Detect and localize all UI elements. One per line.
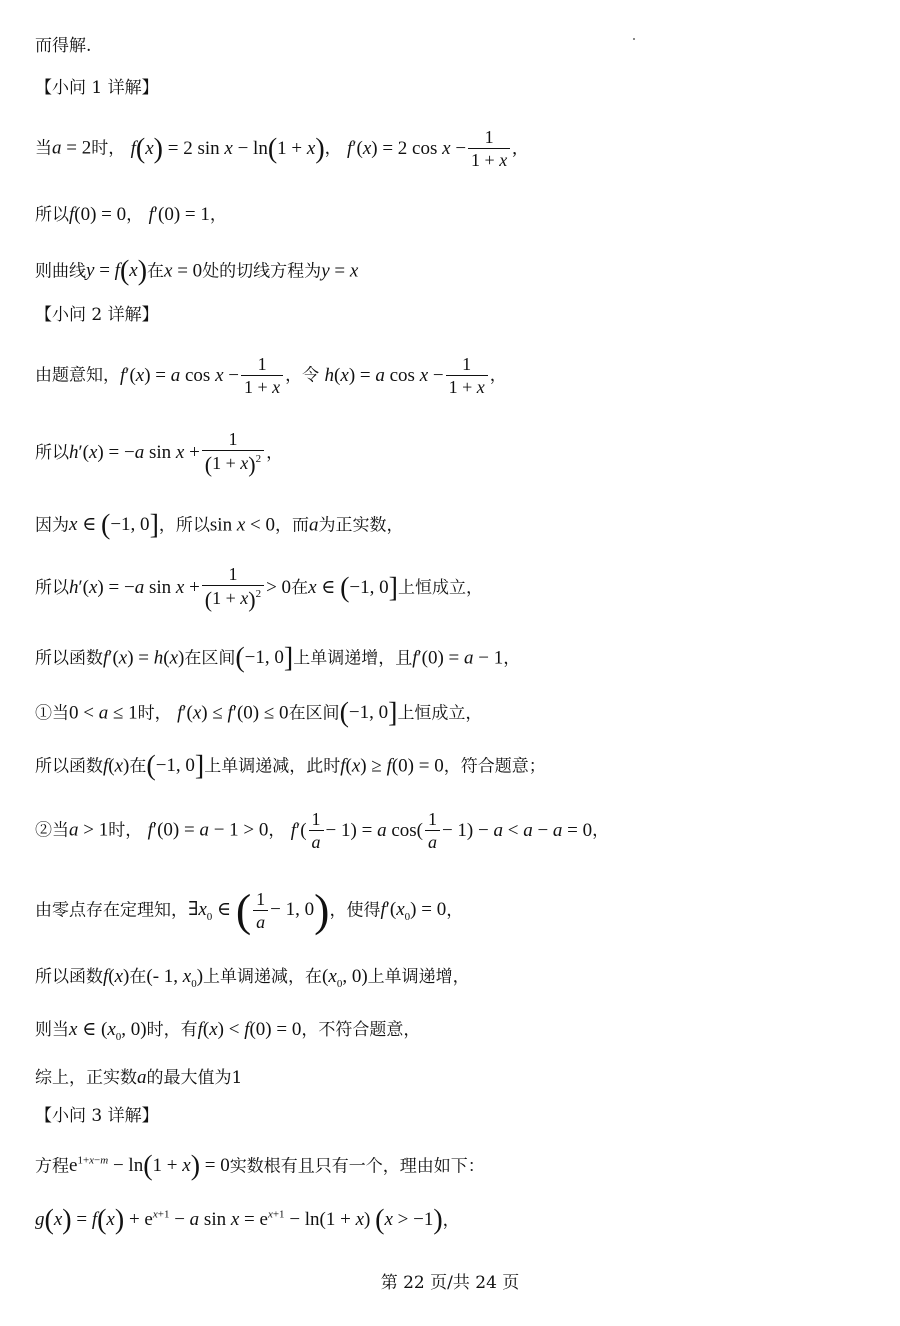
text-segment: ②当 — [35, 820, 69, 841]
text-segment: 所以函数 — [35, 756, 103, 777]
text-segment: ，令 — [285, 365, 320, 386]
formula: ($x_0$, 0) — [322, 966, 368, 990]
text-segment: ， — [503, 648, 521, 669]
text-segment: 的最大值为1 — [146, 1068, 243, 1088]
text-segment: ，符合题意； — [443, 756, 546, 777]
text-segment: ，所以 — [158, 515, 210, 536]
text-line-17 — [35, 1020, 420, 1043]
section-heading-3: 【小问 3 详解】 — [35, 1106, 159, 1126]
text-segment: ， — [266, 442, 284, 463]
text-segment: ， — [489, 365, 507, 386]
formula: y = f(x) — [86, 256, 148, 287]
text-line-1: 而得解. — [35, 36, 92, 56]
text-segment: ，使得 — [329, 900, 381, 921]
formula: h′(x) = −a sin x + $\frac{1}{(1 + x)^2}$ — [69, 442, 266, 463]
text-segment: 方程 — [35, 1156, 69, 1177]
formula: (−1, 0] — [146, 751, 205, 782]
text-line-7 — [35, 355, 507, 398]
formula: f′(0) = a − 1 > 0 — [147, 819, 269, 841]
formula: a — [137, 1067, 147, 1088]
section-heading-1: 【小问 1 详解】 — [35, 78, 159, 98]
text-segment: 时， — [108, 820, 143, 841]
text-segment: ，不符合题意， — [301, 1020, 421, 1040]
text-segment: ， — [442, 1210, 460, 1231]
formula: f′(x) = a cos x − $\frac{1}{1 + x}$ — [120, 365, 285, 386]
text-line-10 — [35, 565, 483, 612]
text-segment: 所以 — [35, 442, 69, 463]
text-segment: ，而 — [274, 515, 309, 536]
text-segment: 上单调递增， — [367, 967, 470, 987]
text-segment: 在 — [129, 756, 147, 777]
formula: f′(0) = 1 — [148, 204, 210, 225]
text-line-3 — [35, 128, 517, 171]
text-segment: 为正实数， — [318, 515, 404, 536]
formula: (−1, 0] — [235, 643, 294, 674]
text-segment: 上单调递减，在 — [203, 967, 323, 987]
formula: x ∈ (−1, 0] — [69, 510, 159, 541]
text-segment: 由题意知， — [35, 365, 120, 386]
text-segment: 时， — [91, 138, 126, 159]
formula: a = 2 — [52, 137, 92, 159]
text-segment: 则曲线 — [35, 261, 86, 282]
formula: a — [308, 514, 319, 536]
text-segment: 在 — [129, 967, 147, 987]
formula: f′(x) = h(x) — [103, 647, 185, 669]
text-line-16 — [35, 967, 470, 990]
formula: $g(x) = f(x) + e^{x+1} - a$ $\sin x = e^{x+1} - \ln(1 + x) (x > -1)$ — [35, 1205, 443, 1236]
text-segment: 上恒成立， — [397, 703, 483, 724]
text-line-20 — [35, 1153, 485, 1181]
text-segment: 上单调递减，此时 — [204, 756, 341, 777]
text-line-5 — [35, 258, 358, 286]
text-line-14 — [35, 810, 609, 853]
formula: (- 1, $x_0$) — [146, 966, 204, 990]
stray-dot — [633, 38, 635, 40]
text-line-9 — [35, 512, 403, 540]
formula: x ∈ ($x_0$, 0) — [69, 1019, 147, 1043]
formula: a > 1 — [69, 819, 109, 841]
text-segment: ， — [268, 820, 286, 841]
formula: f(x) = 2 sin x − ln(1 + x) — [130, 133, 325, 165]
formula: f′(x) = 2 cos x − $\frac{1}{1 + x}$ , — [347, 127, 517, 170]
text-line-11 — [35, 645, 520, 673]
formula: h′(x) = −a sin x + $\frac{1}{(1 + x)^2}$ > 0 — [69, 564, 292, 612]
text-segment: 上恒成立， — [397, 577, 483, 598]
text-segment: 在 — [291, 577, 309, 598]
text-segment: 时，有 — [146, 1020, 198, 1040]
formula: f′(x) ≤ f′(0) ≤ 0 — [177, 702, 289, 724]
formula: h(x) = a cos x − $\frac{1}{1 + x}$ — [325, 365, 490, 386]
text-line-4 — [35, 205, 227, 224]
formula: f(0) = 0 — [69, 204, 127, 225]
text-segment: 处的切线方程为 — [202, 261, 322, 282]
section-heading-2: 【小问 2 详解】 — [35, 305, 159, 325]
text-segment: 在区间 — [184, 648, 236, 669]
text-segment: ①当 — [35, 703, 69, 724]
text-segment: 所以函数 — [35, 648, 103, 669]
text-segment: ， — [324, 138, 342, 159]
formula: f(x) ≥ f(0) = 0 — [340, 755, 444, 777]
text-segment: 实数根有且只有一个，理由如下： — [229, 1156, 485, 1177]
text-segment: 在区间 — [288, 703, 340, 724]
text-line-15 — [35, 885, 464, 936]
formula: f(x) < f(0) = 0 — [197, 1019, 302, 1040]
text-line-21 — [35, 1207, 460, 1235]
page-footer: 第 22 页/共 24 页 — [380, 1273, 520, 1293]
formula: x = 0 — [164, 260, 203, 282]
text-segment: 由零点存在定理知， — [35, 900, 188, 921]
formula: x ∈ (−1, 0] — [308, 572, 398, 604]
formula: f′( $\frac{1}{a}$ − 1) = a cos( $\frac{1}{a}$ − 1) − a < a − a = 0 — [290, 809, 593, 852]
formula: f(x) — [103, 966, 130, 987]
text-segment: 所以 — [35, 577, 69, 598]
formula: $f'(x_0) = 0$ — [380, 899, 447, 924]
formula: f(x) — [103, 755, 130, 777]
text-line-18 — [35, 1068, 242, 1087]
formula: (−1, 0] — [339, 698, 398, 729]
text-segment: ， — [592, 820, 610, 841]
text-segment: ， — [446, 900, 464, 921]
text-line-8 — [35, 430, 283, 477]
text-segment: 上单调递增，且 — [293, 648, 413, 669]
text-segment: 当 — [35, 138, 52, 159]
text-segment: 因为 — [35, 515, 69, 536]
formula: f′(0) = a − 1 — [412, 647, 504, 669]
text-segment: 在 — [147, 261, 165, 282]
formula: $e^{1+x-m} - \ln(1 + x) = 0$ — [69, 1151, 230, 1182]
formula: sin x < 0 — [209, 514, 275, 536]
formula: 0 < a ≤ 1 — [69, 702, 138, 724]
text-segment: 时， — [137, 703, 172, 724]
text-segment: 所以函数 — [35, 967, 103, 987]
text-segment: ， — [209, 205, 227, 225]
text-segment: ， — [126, 205, 144, 225]
text-segment: 则当 — [35, 1020, 69, 1040]
text-segment: 所以 — [35, 205, 69, 225]
text-segment: 综上，正实数 — [35, 1068, 137, 1088]
formula: y = x — [321, 260, 359, 282]
text-line-12 — [35, 700, 482, 728]
text-line-13 — [35, 753, 546, 781]
formula: $\exists x_0$ ∈ ( $\frac{1}{a}$ − 1, 0) — [188, 885, 330, 936]
